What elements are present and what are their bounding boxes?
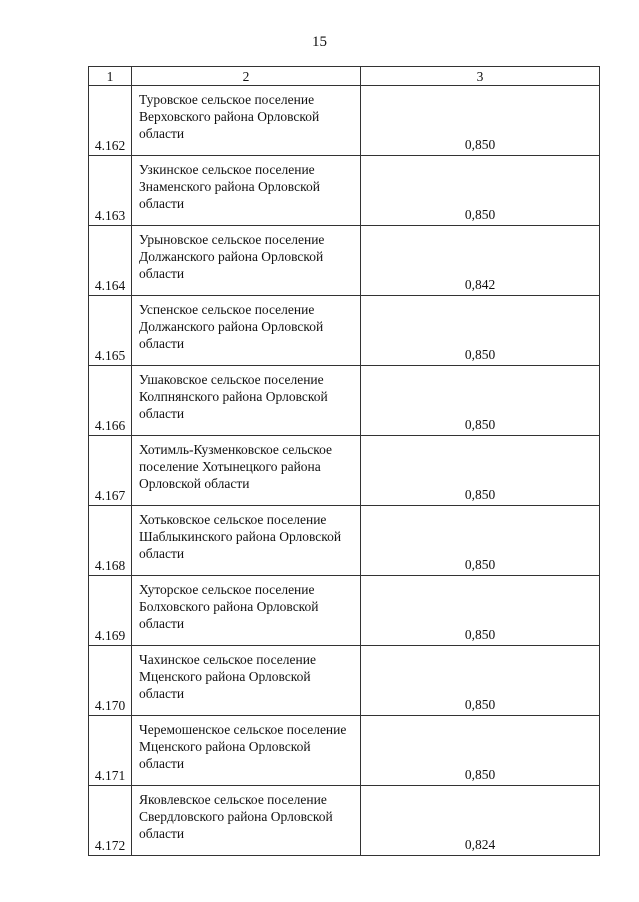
table-row [89,646,600,716]
settlements-table [88,66,600,856]
coefficient-value: 0,850 [361,506,600,576]
row-number: 4.171 [89,716,132,786]
table-row [89,576,600,646]
table-row [89,436,600,506]
column-header-name: 2 [132,67,361,86]
table-row [89,296,600,366]
coefficient-value: 0,850 [361,86,600,156]
row-number: 4.163 [89,156,132,226]
settlement-name: Яковлевское сельское поселение Свердловского района Орловской области [132,786,361,856]
settlement-name: Урыновское сельское поселение Должанского района Орловской области [132,226,361,296]
table-row [89,156,600,226]
table-header-row [89,67,600,86]
settlement-name: Ушаковское сельское поселение Колпнянского района Орловской области [132,366,361,436]
row-number: 4.166 [89,366,132,436]
coefficient-value: 0,842 [361,226,600,296]
table-row [89,786,600,856]
column-header-number: 1 [89,67,132,86]
row-number: 4.164 [89,226,132,296]
row-number: 4.169 [89,576,132,646]
table-row [89,226,600,296]
settlement-name: Хотимль-Кузменковское сельское поселение Хотынецкого района Орловской области [132,436,361,506]
row-number: 4.170 [89,646,132,716]
settlement-name: Туровское сельское поселение Верховского района Орловской области [132,86,361,156]
coefficient-value: 0,850 [361,576,600,646]
coefficient-value: 0,850 [361,436,600,506]
column-header-value: 3 [361,67,600,86]
coefficient-value: 0,850 [361,646,600,716]
row-number: 4.165 [89,296,132,366]
settlement-name: Хуторское сельское поселение Болховского района Орловской области [132,576,361,646]
settlement-name: Хотьковское сельское поселение Шаблыкинского района Орловской области [132,506,361,576]
table-row [89,716,600,786]
row-number: 4.168 [89,506,132,576]
settlement-name: Успенское сельское поселение Должанского района Орловской области [132,296,361,366]
row-number: 4.172 [89,786,132,856]
coefficient-value: 0,850 [361,366,600,436]
row-number: 4.162 [89,86,132,156]
page-number: 15 [312,34,327,50]
table-row [89,506,600,576]
table-row [89,86,600,156]
coefficient-value: 0,850 [361,296,600,366]
settlement-name: Черемошенское сельское поселение Мценского района Орловской области [132,716,361,786]
table-row [89,366,600,436]
row-number: 4.167 [89,436,132,506]
coefficient-value: 0,824 [361,786,600,856]
settlement-name: Чахинское сельское поселение Мценского района Орловской области [132,646,361,716]
settlement-name: Узкинское сельское поселение Знаменского района Орловской области [132,156,361,226]
coefficient-value: 0,850 [361,156,600,226]
coefficient-value: 0,850 [361,716,600,786]
